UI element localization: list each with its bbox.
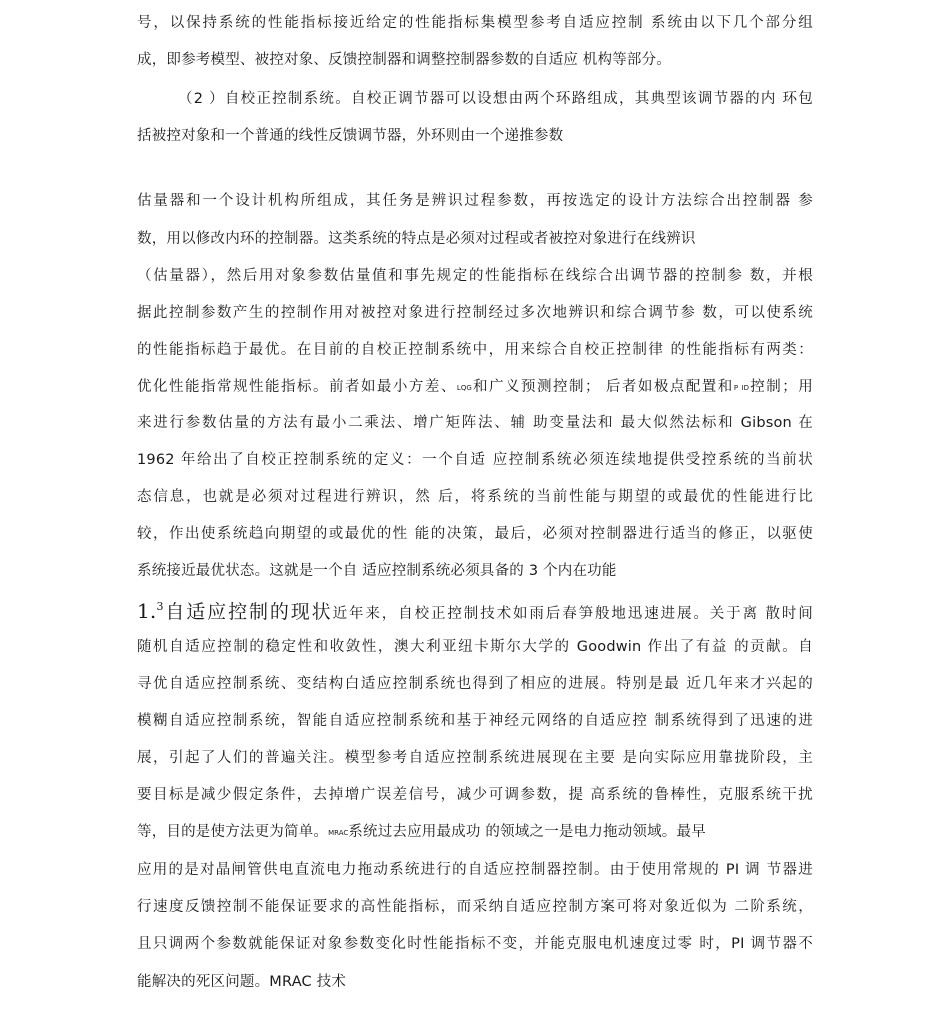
superscript-abbrev: MRAC xyxy=(328,829,349,837)
text-line: 数，用以修改内环的控制器。这类系统的特点是必须对过程或者被控对象进行在线辨识 xyxy=(137,231,696,247)
superscript-abbrev: LQG xyxy=(456,384,472,392)
text-line: 行速度反馈控制不能保证要求的高性能指标，而采纳自适应控制方案可将对象近似为 二阶系统， xyxy=(137,899,813,915)
superscript-abbrev: P ID xyxy=(733,384,750,392)
text-line: 模糊自适应控制系统，智能自适应控制系统和基于神经元网络的自适应控 制系统得到了迅速的进 xyxy=(137,713,813,729)
text-line: 较，作出使系统趋向期望的或最优的性 能的决策，最后，必须对控制器进行适当的修正，以驱使 xyxy=(137,526,813,542)
text-line: 要目标是减少假定条件，去掉增广误差信号，减少可调参数，提 高系统的鲁棒性，克服系统干扰 xyxy=(137,787,813,803)
text-line: 随机自适应控制的稳定性和收敛性，澳大利亚纽卡斯尔大学的 Goodwin 作出了有益 的贡献。自 xyxy=(137,639,813,655)
text-line: 态信息，也就是必须对过程进行辨识，然 后，将系统的当前性能与期望的或最优的性能进行比 xyxy=(137,489,813,505)
text-segment: 近年来，自校正控制技术如雨后春笋般地迅速进展。关于离 散时间 xyxy=(332,605,813,622)
text-line: （2 ）自校正控制系统。自校正调节器可以设想由两个环路组成，其典型该调节器的内 环包 xyxy=(178,91,813,107)
text-line: 括被控对象和一个普通的线性反馈调节器，外环则由一个递推参数 xyxy=(137,128,564,144)
text-line: 且只调两个参数就能保证对象参数变化时性能指标不变，并能克服电机速度过零 时，PI 调节器不 xyxy=(137,936,813,952)
text-segment: 优化性能指常规性能指标。前者如最小方差、 xyxy=(137,379,457,395)
text-line xyxy=(137,822,813,842)
text-line: 系统接近最优状态。这就是一个自 适应控制系统必须具备的 3 个内在功能 xyxy=(137,563,617,579)
text-line: 能解决的死区问题。MRAC 技术 xyxy=(137,974,347,990)
text-line: 展，引起了人们的普遍关注。模型参考自适应控制系统进展现在主要 是向实际应用靠拢阶段，主 xyxy=(137,750,813,766)
text-segment: 控制；用 xyxy=(749,379,813,395)
section-number-superscript: 3 xyxy=(156,600,164,613)
section-title: 自适应控制的现状 xyxy=(163,600,333,623)
text-line xyxy=(137,377,813,397)
text-line: （估量器），然后用对象参数估量值和事先规定的性能指标在线综合出调节器的控制参 数，并根 xyxy=(137,268,813,284)
text-segment: 系统过去应用最成功 的领域之一是电力拖动领域。最早 xyxy=(348,824,706,840)
text-segment: 和广义预测控制； 后者如极点配置和 xyxy=(471,379,734,395)
text-line: 来进行参数估量的方法有最小二乘法、增广矩阵法、辅 助变量法和 最大似然法标和 Gibson 在 xyxy=(137,415,813,431)
text-line: 据此控制参数产生的控制作用对被控对象进行控制经过多次地辨识和综合调节参 数，可以使系统 xyxy=(137,305,813,321)
text-line: 寻优自适应控制系统、变结构白适应控制系统也得到了相应的进展。特别是最 近几年来才兴起的 xyxy=(137,676,813,692)
text-line: 应用的是对晶闸管供电直流电力拖动系统进行的自适应控制器控制。由于使用常规的 PI 调 节器进 xyxy=(137,862,813,878)
text-line: 号，以保持系统的性能指标接近给定的性能指标集模型参考自适应控制 系统由以下几个部分组 xyxy=(137,15,813,31)
section-number: 1. xyxy=(137,598,157,623)
text-line: 1962 年给出了自校正控制系统的定义：一个自适 应控制系统必须连续地提供受控系统的当前状 xyxy=(137,452,813,468)
text-line: 估量器和一个设计机构所组成，其任务是辨识过程参数，再按选定的设计方法综合出控制器 参 xyxy=(137,193,813,209)
text-line: 成，即参考模型、被控对象、反馈控制器和调整控制器参数的自适应 机构等部分。 xyxy=(137,52,672,68)
section-heading-line xyxy=(137,596,813,627)
text-segment: 等，目的是使方法更为简单。 xyxy=(137,824,329,840)
text-line: 的性能指标趋于最优。在目前的自校正控制系统中，用来综合自校正控制律 的性能指标有两类： xyxy=(137,342,813,358)
